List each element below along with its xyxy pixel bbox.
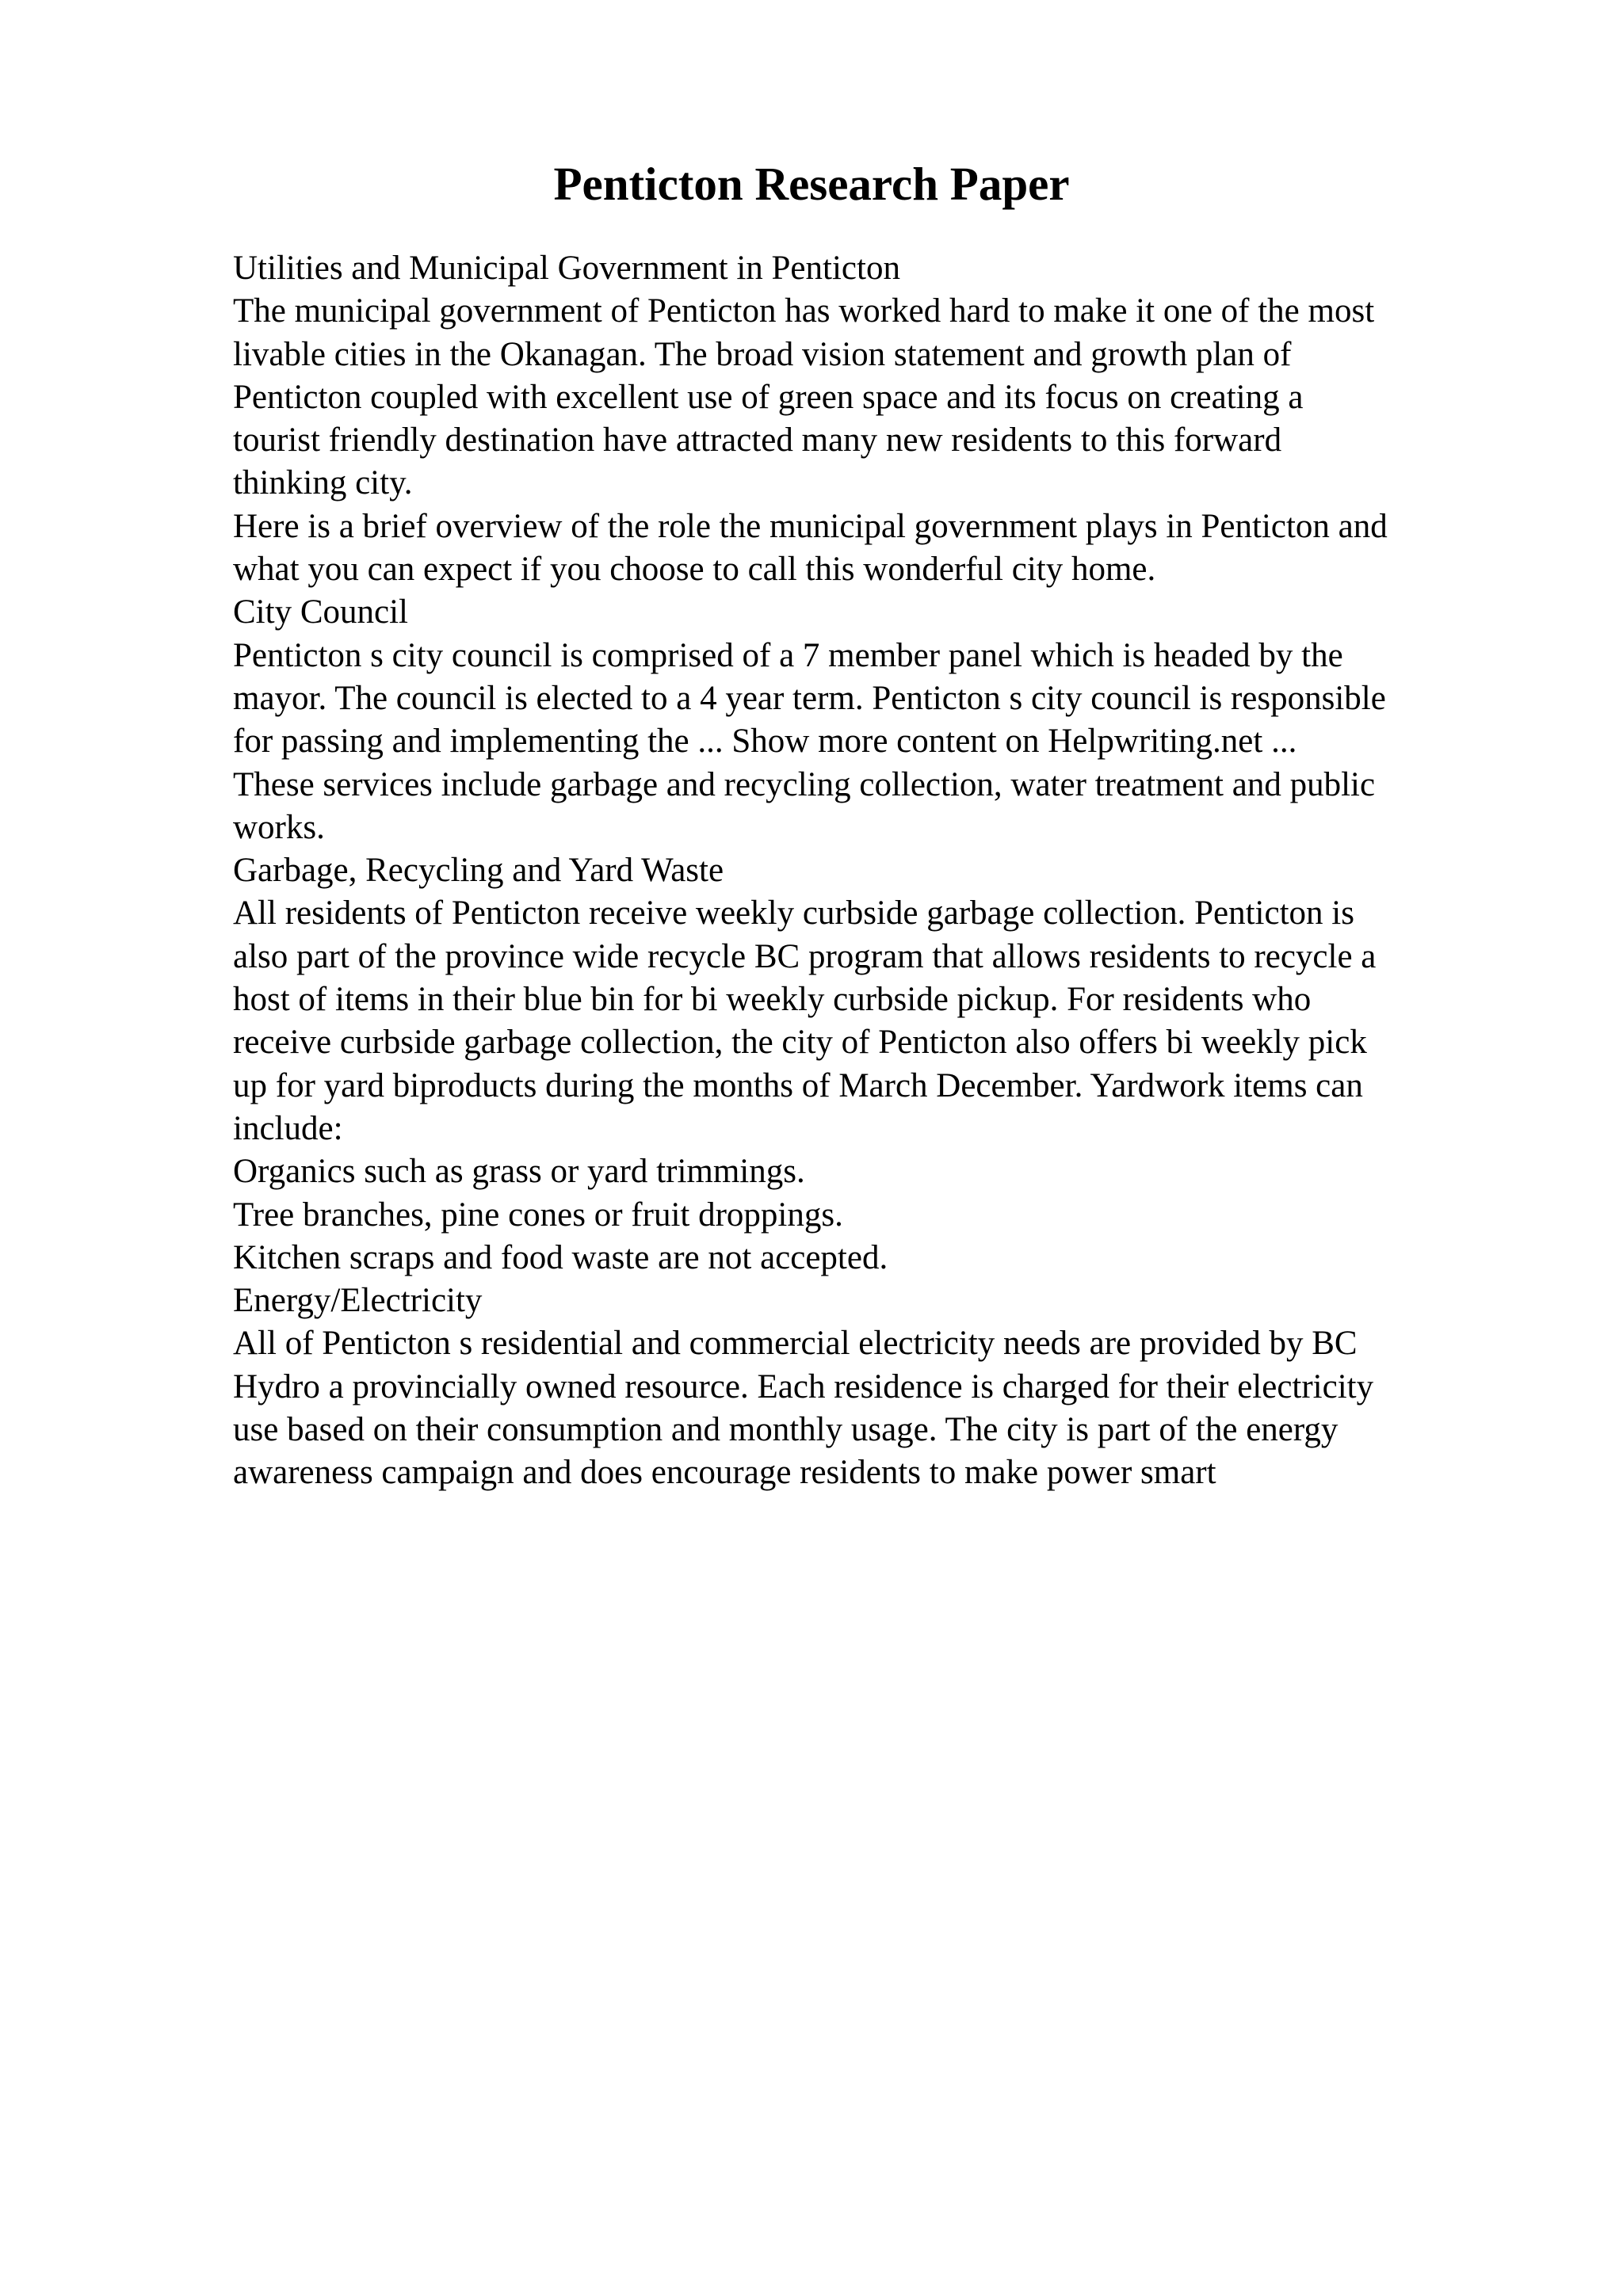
section-heading-utilities: Utilities and Municipal Government in Penticton	[233, 250, 900, 287]
body-line: for passing and implementing the ... Show more content on Helpwriting.net ...	[233, 723, 1297, 761]
body-line: awareness campaign and does encourage residents to make power smart	[233, 1454, 1216, 1492]
body-line: Here is a brief overview of the role the municipal government plays in Penticton and	[233, 507, 1388, 545]
body-line: what you can expect if you choose to call this wonderful city home.	[233, 551, 1156, 589]
section-heading-garbage: Garbage, Recycling and Yard Waste	[233, 852, 724, 890]
body-line: include:	[233, 1109, 343, 1147]
body-line: host of items in their blue bin for bi weekly curbside pickup. For residents who	[233, 981, 1312, 1019]
body-line: also part of the province wide recycle BC program that allows residents to recycle a	[233, 937, 1377, 975]
list-item: Organics such as grass or yard trimmings.	[233, 1153, 805, 1191]
body-line: receive curbside garbage collection, the city of Penticton also offers bi weekly pick	[233, 1024, 1367, 1062]
list-item: Tree branches, pine cones or fruit droppings.	[233, 1196, 843, 1234]
body-line: up for yard biproducts during the months of March December. Yardwork items can	[233, 1066, 1363, 1104]
document-body	[233, 247, 1541, 1495]
body-line: mayor. The council is elected to a 4 year term. Penticton s city council is responsible	[233, 679, 1386, 717]
body-line: All residents of Penticton receive weekly curbside garbage collection. Penticton is	[233, 894, 1354, 933]
body-line: tourist friendly destination have attracted many new residents to this forward	[233, 421, 1282, 460]
body-line: works.	[233, 808, 325, 846]
body-line: Penticton coupled with excellent use of green space and its focus on creating a	[233, 378, 1304, 416]
body-line: livable cities in the Okanagan. The broad vision statement and growth plan of	[233, 335, 1292, 373]
body-line: Penticton s city council is comprised of a 7 member panel which is headed by the	[233, 636, 1343, 674]
body-line: Hydro a provincially owned resource. Each residence is charged for their electricity	[233, 1367, 1374, 1405]
body-line: All of Penticton s residential and commercial electricity needs are provided by BC	[233, 1325, 1358, 1363]
list-item: Kitchen scraps and food waste are not accepted.	[233, 1238, 888, 1276]
document-title: Penticton Research Paper	[553, 158, 1070, 210]
body-line: These services include garbage and recycling collection, water treatment and public	[233, 765, 1376, 803]
body-line: The municipal government of Penticton has worked hard to make it one of the most	[233, 292, 1375, 330]
section-heading-energy: Energy/Electricity	[233, 1282, 483, 1320]
section-heading-city-council: City Council	[233, 593, 408, 631]
body-line: thinking city.	[233, 464, 413, 502]
body-line: use based on their consumption and monthly usage. The city is part of the energy	[233, 1411, 1338, 1449]
